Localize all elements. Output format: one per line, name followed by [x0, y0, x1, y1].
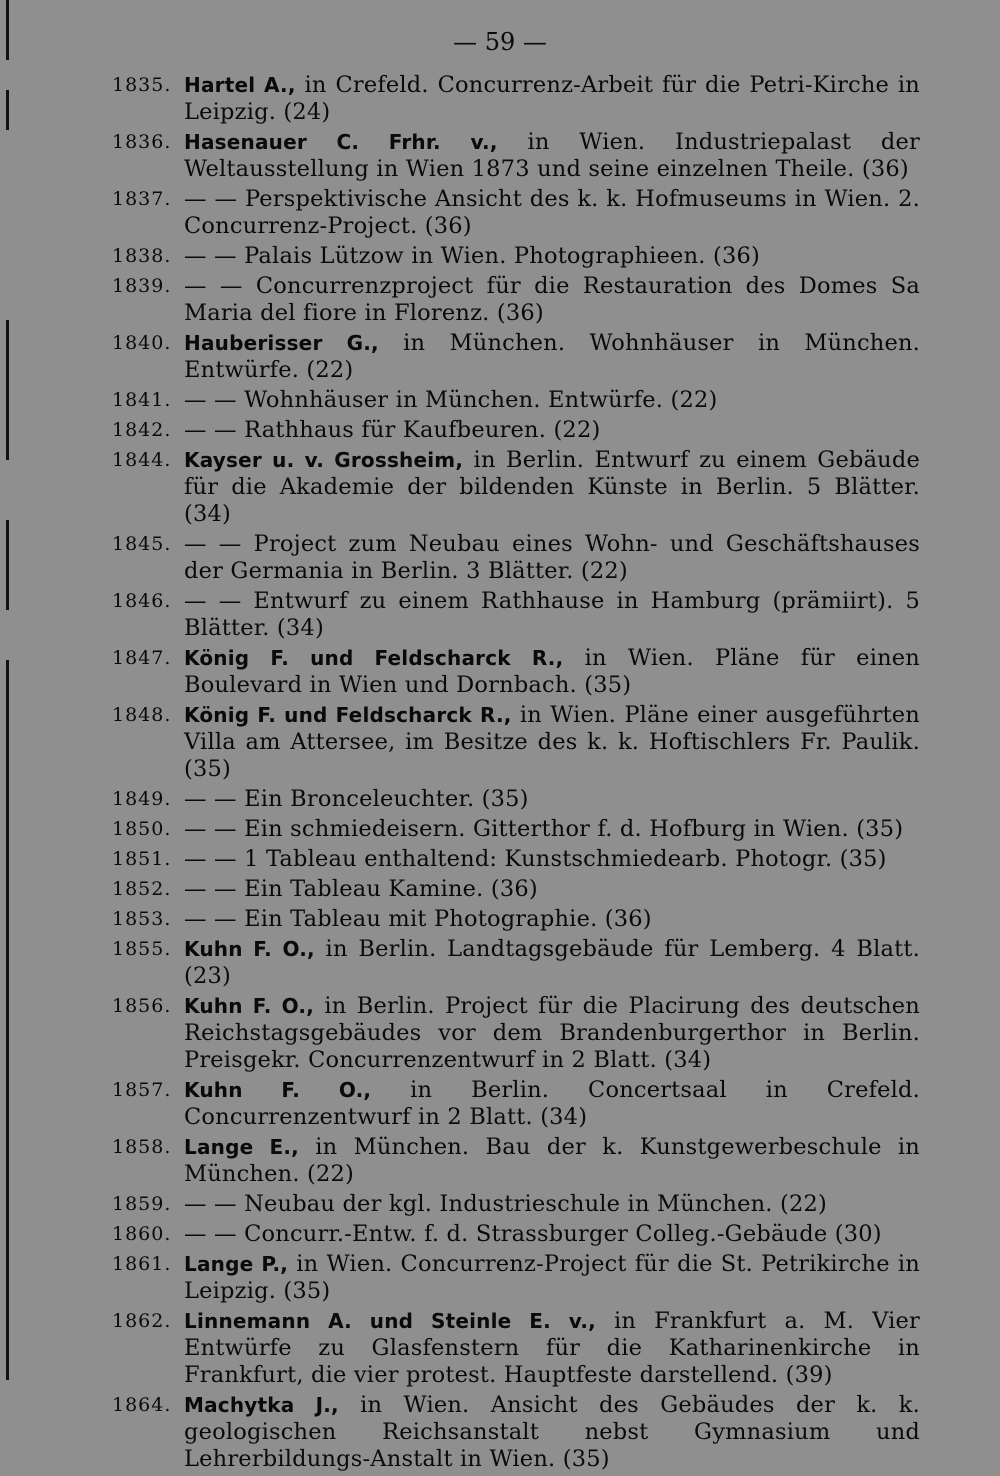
catalog-entry	[112, 1308, 920, 1389]
entry-text	[184, 876, 920, 903]
entry-text	[184, 1251, 920, 1305]
entry-description: — — Wohnhäuser in München. Entwürfe. (22)	[184, 387, 718, 413]
entry-number: 1836.	[112, 131, 172, 153]
entry-description: in Crefeld. Concurrenz-Arbeit für die Petri-Kirche in Leipzig. (24)	[184, 72, 920, 125]
entry-text	[184, 1308, 920, 1389]
entry-number: 1864.	[112, 1394, 172, 1416]
entry-text	[184, 273, 920, 327]
entry-author: Lange P.,	[184, 1252, 289, 1276]
entry-text	[184, 702, 920, 783]
entry-author: Hasenauer C. Frhr. v.,	[184, 130, 498, 154]
entry-number: 1856.	[112, 995, 172, 1017]
catalog-entry	[112, 243, 920, 270]
catalog-entry	[112, 1221, 920, 1248]
entry-number: 1847.	[112, 647, 172, 669]
entry-number: 1852.	[112, 878, 172, 900]
entry-description: — — 1 Tableau enthaltend: Kunstschmiedearb. Photogr. (35)	[184, 846, 887, 872]
entry-text	[184, 1077, 920, 1131]
entry-description: — — Neubau der kgl. Industrieschule in München. (22)	[184, 1191, 827, 1217]
entry-description: — — Ein Tableau Kamine. (36)	[184, 876, 538, 902]
entry-text	[184, 906, 920, 933]
entry-text	[184, 387, 920, 414]
entry-number: 1837.	[112, 188, 172, 210]
entry-text	[184, 588, 920, 642]
entry-text	[184, 72, 920, 126]
entry-author: Linnemann A. und Steinle E. v.,	[184, 1309, 596, 1333]
entry-description: in Wien. Concurrenz-Project für die St. Petrikirche in Leipzig. (35)	[184, 1251, 920, 1304]
catalog-entry	[112, 993, 920, 1074]
entry-description: in Wien. Pläne einer ausgeführten Villa am Attersee, im Besitze des k. k. Hoftischlers Fr. Paulik. (35)	[184, 702, 920, 782]
entry-description: — — Concurrenzproject für die Restauration des Domes Sa Maria del fiore in Florenz. (36)	[184, 273, 920, 326]
entry-description: — — Concurr.-Entw. f. d. Strassburger Colleg.-Gebäude (30)	[184, 1221, 882, 1247]
scan-margin-line	[6, 320, 9, 460]
entry-description: in Berlin. Concertsaal in Crefeld. Concurrenzentwurf in 2 Blatt. (34)	[184, 1077, 920, 1130]
entry-description: — — Entwurf zu einem Rathhause in Hamburg (prämiirt). 5 Blätter. (34)	[184, 588, 920, 641]
entry-text	[184, 1134, 920, 1188]
catalog-entry	[112, 447, 920, 528]
entry-number: 1861.	[112, 1253, 172, 1275]
scan-margin-line	[6, 90, 9, 130]
entry-author: Kuhn F. O.,	[184, 937, 315, 961]
catalog-entry	[112, 387, 920, 414]
entry-number: 1844.	[112, 449, 172, 471]
entry-description: in Wien. Industriepalast der Weltausstellung in Wien 1873 und seine einzelnen Theile. (36)	[184, 129, 920, 182]
catalog-entry	[112, 1251, 920, 1305]
catalog-entry	[112, 129, 920, 183]
entry-author: Hartel A.,	[184, 73, 296, 97]
entry-description: in München. Wohnhäuser in München. Entwürfe. (22)	[184, 330, 921, 383]
entry-description: in Wien. Pläne für einen Boulevard in Wien und Dornbach. (35)	[184, 645, 920, 698]
catalog-entry	[112, 936, 920, 990]
entry-text	[184, 993, 920, 1074]
entry-number: 1850.	[112, 818, 172, 840]
entry-author: Hauberisser G.,	[184, 331, 379, 355]
entry-description: — — Palais Lützow in Wien. Photographieen. (36)	[184, 243, 760, 269]
entry-text	[184, 129, 920, 183]
catalog-entry	[112, 273, 920, 327]
entry-number: 1839.	[112, 275, 172, 297]
entry-number: 1849.	[112, 788, 172, 810]
entry-number: 1855.	[112, 938, 172, 960]
catalog-entry	[112, 786, 920, 813]
catalog-entry	[112, 645, 920, 699]
catalog-entry	[112, 588, 920, 642]
entry-text	[184, 786, 920, 813]
entry-author: Lange E.,	[184, 1135, 299, 1159]
entry-author: König F. und Feldscharck R.,	[184, 646, 564, 670]
entry-author: Kuhn F. O.,	[184, 1078, 372, 1102]
entry-number: 1840.	[112, 332, 172, 354]
entry-text	[184, 531, 920, 585]
entry-text	[184, 417, 920, 444]
catalog-entry	[112, 330, 920, 384]
catalog-entry	[112, 1392, 920, 1473]
entry-text	[184, 243, 920, 270]
entry-number: 1862.	[112, 1310, 172, 1332]
entry-number: 1860.	[112, 1223, 172, 1245]
entry-number: 1858.	[112, 1136, 172, 1158]
catalog-entries	[112, 72, 920, 1476]
entry-number: 1848.	[112, 704, 172, 726]
entry-description: — — Perspektivische Ansicht des k. k. Hofmuseums in Wien. 2. Concurrenz-Project. (36)	[184, 186, 920, 239]
catalog-entry	[112, 72, 920, 126]
entry-text	[184, 645, 920, 699]
entry-number: 1853.	[112, 908, 172, 930]
entry-text	[184, 1392, 920, 1473]
entry-description: in Frankfurt a. M. Vier Entwürfe zu Glasfenstern für die Katharinenkirche in Frankfurt, die vier protest. Hauptfeste darstellend. (39)	[184, 1308, 920, 1388]
entry-text	[184, 846, 920, 873]
catalog-entry	[112, 1077, 920, 1131]
entry-number: 1859.	[112, 1193, 172, 1215]
catalog-entry	[112, 906, 920, 933]
scan-margin-line	[6, 520, 9, 610]
entry-description: — — Rathhaus für Kaufbeuren. (22)	[184, 417, 601, 443]
catalog-entry	[112, 417, 920, 444]
entry-author: König F. und Feldscharck R.,	[184, 703, 512, 727]
entry-text	[184, 330, 920, 384]
page-number: — 59 —	[453, 28, 547, 56]
entry-number: 1842.	[112, 419, 172, 441]
entry-number: 1846.	[112, 590, 172, 612]
entry-number: 1838.	[112, 245, 172, 267]
entry-number: 1841.	[112, 389, 172, 411]
entry-description: — — Project zum Neubau eines Wohn- und Geschäftshauses der Germania in Berlin. 3 Blätter. (22)	[184, 531, 920, 584]
entry-description: in Berlin. Project für die Placirung des deutschen Reichstagsgebäudes vor dem Brandenburgerthor in Berlin. Preisgekr. Concurrenzentwurf in 2 Blatt. (34)	[184, 993, 920, 1073]
entry-description: — — Ein schmiedeisern. Gitterthor f. d. Hofburg in Wien. (35)	[184, 816, 904, 842]
catalog-entry	[112, 876, 920, 903]
entry-text	[184, 936, 920, 990]
catalog-entry	[112, 1191, 920, 1218]
entry-author: Kayser u. v. Grossheim,	[184, 448, 464, 472]
entry-number: 1857.	[112, 1079, 172, 1101]
catalog-entry	[112, 816, 920, 843]
scan-margin-line	[6, 660, 9, 1380]
catalog-entry	[112, 531, 920, 585]
entry-text	[184, 816, 920, 843]
entry-number: 1845.	[112, 533, 172, 555]
catalog-entry	[112, 186, 920, 240]
entry-text	[184, 1221, 920, 1248]
entry-number: 1851.	[112, 848, 172, 870]
entry-number: 1835.	[112, 74, 172, 96]
entry-text	[184, 186, 920, 240]
entry-description: in Wien. Ansicht des Gebäudes der k. k. geologischen Reichsanstalt nebst Gymnasium und Lehrerbildungs-Anstalt in Wien. (35)	[184, 1392, 920, 1472]
entry-description: — — Ein Tableau mit Photographie. (36)	[184, 906, 652, 932]
entry-text	[184, 447, 920, 528]
entry-description: in Berlin. Landtagsgebäude für Lemberg. 4 Blatt. (23)	[184, 936, 920, 989]
entry-description: in Berlin. Entwurf zu einem Gebäude für die Akademie der bildenden Künste in Berlin. 5 Blätter. (34)	[184, 447, 920, 527]
entry-text	[184, 1191, 920, 1218]
entry-author: Kuhn F. O.,	[184, 994, 314, 1018]
entry-description: in München. Bau der k. Kunstgewerbeschule in München. (22)	[184, 1134, 920, 1187]
catalog-entry	[112, 846, 920, 873]
entry-author: Machytka J.,	[184, 1393, 339, 1417]
entry-description: — — Ein Bronceleuchter. (35)	[184, 786, 529, 812]
catalog-entry	[112, 702, 920, 783]
catalog-entry	[112, 1134, 920, 1188]
